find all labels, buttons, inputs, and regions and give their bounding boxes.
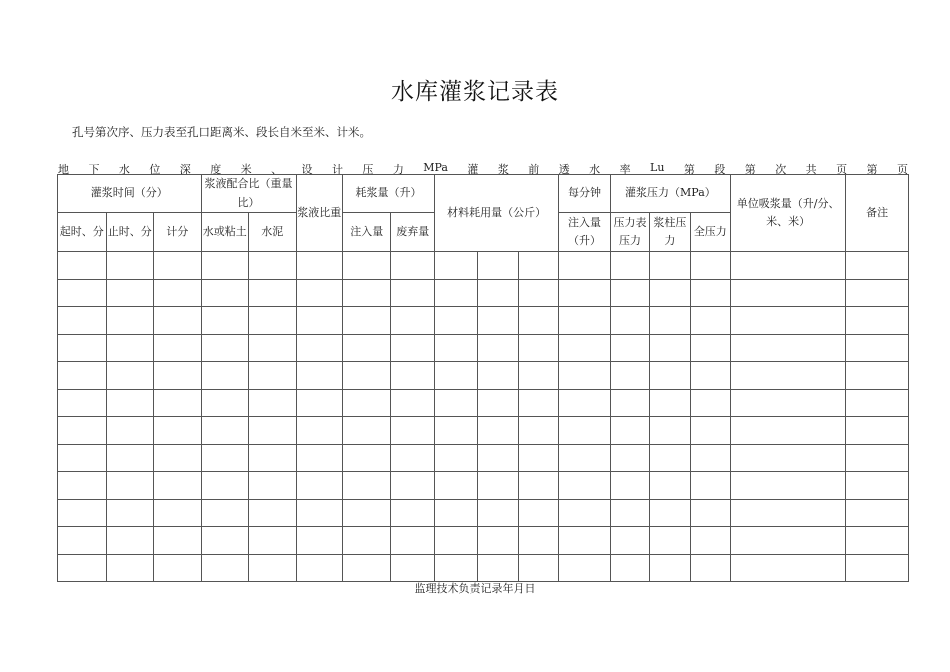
table-cell (650, 472, 690, 500)
condition-char: 计 (331, 163, 343, 176)
table-cell (58, 554, 107, 582)
table-row (58, 554, 909, 582)
table-cell (296, 279, 342, 307)
table-cell (690, 444, 730, 472)
table-cell (249, 362, 297, 390)
table-cell (296, 444, 342, 472)
table-cell (154, 527, 202, 555)
table-cell (58, 389, 107, 417)
table-cell (391, 444, 434, 472)
table-cell (249, 252, 297, 280)
table-cell (559, 334, 611, 362)
table-cell (391, 362, 434, 390)
table-cell (690, 389, 730, 417)
table-cell (154, 389, 202, 417)
condition-char: 段 (714, 163, 726, 176)
table-cell (106, 417, 154, 445)
table-cell (434, 389, 477, 417)
table-cell (690, 252, 730, 280)
condition-char: 次 (775, 163, 787, 176)
table-cell (650, 389, 690, 417)
table-cell (434, 279, 477, 307)
table-cell (391, 389, 434, 417)
table-cell (154, 417, 202, 445)
table-cell (249, 527, 297, 555)
table-row (58, 444, 909, 472)
material-consumption-header: 材料耗用量（公斤） (434, 175, 558, 252)
start-time-header: 起时、分 (58, 213, 107, 252)
table-cell (106, 362, 154, 390)
table-cell (391, 527, 434, 555)
condition-char: 力 (392, 163, 404, 176)
table-cell (690, 279, 730, 307)
table-cell (731, 472, 846, 500)
table-row (58, 499, 909, 527)
table-cell (610, 279, 649, 307)
table-cell (731, 417, 846, 445)
table-cell (518, 472, 558, 500)
table-row (58, 307, 909, 335)
condition-char: 前 (528, 163, 540, 176)
condition-char: 米 (240, 163, 252, 176)
table-cell (610, 527, 649, 555)
table-cell (610, 499, 649, 527)
table-cell (731, 362, 846, 390)
table-row (58, 472, 909, 500)
table-cell (518, 499, 558, 527)
table-cell (154, 444, 202, 472)
table-cell (518, 252, 558, 280)
slurry-density-header: 浆液比重 (296, 175, 342, 252)
table-cell (559, 389, 611, 417)
table-cell (58, 499, 107, 527)
total-pressure-header: 全压力 (690, 213, 730, 252)
table-cell (518, 554, 558, 582)
condition-char: 水 (118, 163, 130, 176)
table-cell (731, 389, 846, 417)
table-cell (296, 527, 342, 555)
table-cell (249, 389, 297, 417)
table-cell (559, 554, 611, 582)
table-cell (434, 527, 477, 555)
table-cell (106, 389, 154, 417)
table-cell (559, 362, 611, 390)
condition-char: 度 (210, 163, 222, 176)
table-cell (731, 307, 846, 335)
end-time-header: 止时、分 (106, 213, 154, 252)
cement-header: 水泥 (249, 213, 297, 252)
table-cell (106, 499, 154, 527)
table-cell (478, 444, 518, 472)
table-row (58, 252, 909, 280)
table-cell (478, 554, 518, 582)
table-cell (650, 527, 690, 555)
table-cell (154, 499, 202, 527)
table-cell (846, 252, 909, 280)
table-cell (478, 472, 518, 500)
table-cell (846, 362, 909, 390)
table-cell (478, 279, 518, 307)
table-cell (249, 307, 297, 335)
table-cell (610, 389, 649, 417)
table-cell (434, 252, 477, 280)
table-cell (559, 499, 611, 527)
condition-char: 页 (836, 163, 848, 176)
table-cell (731, 499, 846, 527)
table-cell (434, 417, 477, 445)
table-cell (650, 499, 690, 527)
table-cell (154, 279, 202, 307)
table-cell (846, 472, 909, 500)
slurry-consumption-header: 耗浆量（升） (342, 175, 434, 213)
table-cell (296, 307, 342, 335)
table-cell (690, 472, 730, 500)
table-cell (391, 472, 434, 500)
table-cell (610, 252, 649, 280)
wasted-volume-header: 废弃量 (391, 213, 434, 252)
table-cell (201, 389, 249, 417)
table-cell (296, 554, 342, 582)
table-cell (518, 527, 558, 555)
table-cell (154, 472, 202, 500)
condition-char: 位 (149, 163, 161, 176)
table-cell (201, 554, 249, 582)
table-cell (201, 279, 249, 307)
table-cell (846, 417, 909, 445)
table-cell (846, 334, 909, 362)
table-cell (342, 334, 391, 362)
table-cell (106, 554, 154, 582)
condition-char: Lu (650, 161, 665, 174)
table-cell (296, 499, 342, 527)
table-cell (650, 444, 690, 472)
table-cell (58, 307, 107, 335)
table-cell (342, 554, 391, 582)
table-cell (249, 417, 297, 445)
condition-char: 水 (589, 163, 601, 176)
table-cell (342, 472, 391, 500)
condition-char: 率 (619, 163, 631, 176)
table-cell (478, 334, 518, 362)
table-cell (106, 334, 154, 362)
table-cell (846, 279, 909, 307)
table-cell (846, 554, 909, 582)
injected-volume-header: 注入量 (342, 213, 391, 252)
table-cell (690, 417, 730, 445)
table-cell (434, 554, 477, 582)
table-cell (342, 307, 391, 335)
table-cell (610, 334, 649, 362)
table-cell (249, 279, 297, 307)
unit-absorption-header: 单位吸浆量（升/分、米、米） (731, 175, 846, 252)
page-title: 水库灌浆记录表 (391, 79, 559, 105)
grouting-time-header: 灌浆时间（分） (58, 175, 202, 213)
table-cell (434, 307, 477, 335)
table-cell (690, 527, 730, 555)
table-cell (610, 444, 649, 472)
table-cell (518, 279, 558, 307)
table-cell (650, 307, 690, 335)
table-cell (58, 527, 107, 555)
table-cell (154, 252, 202, 280)
table-cell (249, 444, 297, 472)
table-cell (610, 554, 649, 582)
table-cell (58, 334, 107, 362)
table-cell (106, 527, 154, 555)
table-cell (296, 472, 342, 500)
table-cell (391, 252, 434, 280)
table-cell (478, 389, 518, 417)
hole-info-line: 孔号第次序、压力表至孔口距离米、段长自米至米、计米。 (72, 125, 371, 139)
condition-char: 下 (88, 163, 100, 176)
condition-char: 灌 (467, 163, 479, 176)
table-cell (342, 499, 391, 527)
table-cell (559, 527, 611, 555)
table-cell (434, 362, 477, 390)
condition-char: 压 (362, 163, 374, 176)
table-cell (342, 444, 391, 472)
table-cell (249, 554, 297, 582)
table-cell (201, 252, 249, 280)
table-cell (731, 554, 846, 582)
condition-char: 地 (58, 163, 69, 176)
table-cell (201, 307, 249, 335)
column-pressure-header: 浆柱压力 (650, 213, 690, 252)
table-cell (434, 334, 477, 362)
table-cell (154, 334, 202, 362)
table-cell (201, 362, 249, 390)
condition-char: MPa (423, 161, 448, 174)
table-cell (518, 362, 558, 390)
mix-ratio-header: 浆液配合比（重量比） (201, 175, 296, 213)
table-cell (249, 334, 297, 362)
table-cell (342, 389, 391, 417)
condition-char: 设 (301, 163, 313, 176)
per-minute-header: 每分钟 (559, 175, 611, 213)
table-cell (249, 499, 297, 527)
condition-char: 浆 (497, 163, 509, 176)
table-cell (434, 444, 477, 472)
table-cell (731, 334, 846, 362)
table-cell (846, 389, 909, 417)
table-cell (846, 499, 909, 527)
table-cell (154, 362, 202, 390)
table-cell (690, 362, 730, 390)
table-cell (201, 472, 249, 500)
table-cell (559, 307, 611, 335)
table-row (58, 334, 909, 362)
condition-char: 透 (558, 163, 570, 176)
table-cell (846, 444, 909, 472)
table-cell (434, 472, 477, 500)
table-cell (478, 527, 518, 555)
table-cell (650, 417, 690, 445)
table-cell (58, 252, 107, 280)
table-cell (559, 417, 611, 445)
table-cell (58, 362, 107, 390)
condition-char: 深 (179, 163, 191, 176)
table-cell (58, 444, 107, 472)
table-cell (58, 279, 107, 307)
table-cell (650, 362, 690, 390)
table-cell (731, 252, 846, 280)
table-cell (296, 252, 342, 280)
table-cell (650, 334, 690, 362)
grouting-pressure-header: 灌浆压力（MPa） (610, 175, 730, 213)
table-cell (650, 554, 690, 582)
table-cell (342, 279, 391, 307)
condition-char: 第 (683, 163, 695, 176)
table-cell (154, 307, 202, 335)
table-cell (478, 417, 518, 445)
table-cell (296, 417, 342, 445)
table-cell (690, 307, 730, 335)
table-cell (518, 417, 558, 445)
table-cell (846, 527, 909, 555)
table-cell (296, 362, 342, 390)
table-cell (201, 499, 249, 527)
remarks-header: 备注 (846, 175, 909, 252)
table-row (58, 389, 909, 417)
table-cell (58, 472, 107, 500)
table-cell (559, 444, 611, 472)
condition-char: 第 (744, 163, 756, 176)
table-cell (478, 307, 518, 335)
table-row (58, 279, 909, 307)
table-cell (342, 527, 391, 555)
table-cell (201, 417, 249, 445)
table-row (58, 527, 909, 555)
table-cell (650, 279, 690, 307)
table-cell (478, 252, 518, 280)
table-cell (342, 362, 391, 390)
table-cell (391, 334, 434, 362)
table-row (58, 417, 909, 445)
table-cell (391, 417, 434, 445)
table-cell (201, 527, 249, 555)
table-cell (201, 334, 249, 362)
table-cell (106, 444, 154, 472)
table-cell (296, 389, 342, 417)
table-cell (846, 307, 909, 335)
table-cell (610, 417, 649, 445)
table-cell (478, 499, 518, 527)
table-cell (518, 444, 558, 472)
table-row (58, 362, 909, 390)
table-cell (201, 444, 249, 472)
table-cell (342, 417, 391, 445)
table-cell (391, 554, 434, 582)
table-cell (690, 554, 730, 582)
table-cell (731, 527, 846, 555)
condition-char: 第 (866, 163, 878, 176)
supervisor-footer: 监理技术负责记录年月日 (414, 582, 536, 595)
table-cell (391, 499, 434, 527)
table-cell (391, 307, 434, 335)
table-cell (106, 472, 154, 500)
table-cell (559, 472, 611, 500)
gauge-pressure-header: 压力表压力 (610, 213, 649, 252)
table-cell (610, 472, 649, 500)
water-or-clay-header: 水或粘土 (201, 213, 249, 252)
per-minute-injection-header: 注入量（升） (559, 213, 611, 252)
table-cell (106, 307, 154, 335)
table-cell (391, 279, 434, 307)
table-cell (106, 279, 154, 307)
condition-char: 共 (805, 163, 817, 176)
grouting-record-table (57, 174, 909, 582)
condition-char: 页 (896, 163, 908, 176)
table-cell (650, 252, 690, 280)
table-cell (106, 252, 154, 280)
table-cell (518, 334, 558, 362)
table-cell (478, 362, 518, 390)
table-cell (690, 499, 730, 527)
table-cell (296, 334, 342, 362)
table-cell (731, 444, 846, 472)
table-cell (58, 417, 107, 445)
table-cell (518, 389, 558, 417)
table-cell (518, 307, 558, 335)
table-cell (690, 334, 730, 362)
total-minutes-header: 计分 (154, 213, 202, 252)
table-cell (731, 279, 846, 307)
table-cell (559, 252, 611, 280)
table-cell (610, 307, 649, 335)
table-cell (342, 252, 391, 280)
table-cell (610, 362, 649, 390)
condition-char: 、 (271, 163, 283, 176)
table-cell (434, 499, 477, 527)
table-cell (559, 279, 611, 307)
table-cell (249, 472, 297, 500)
table-cell (154, 554, 202, 582)
